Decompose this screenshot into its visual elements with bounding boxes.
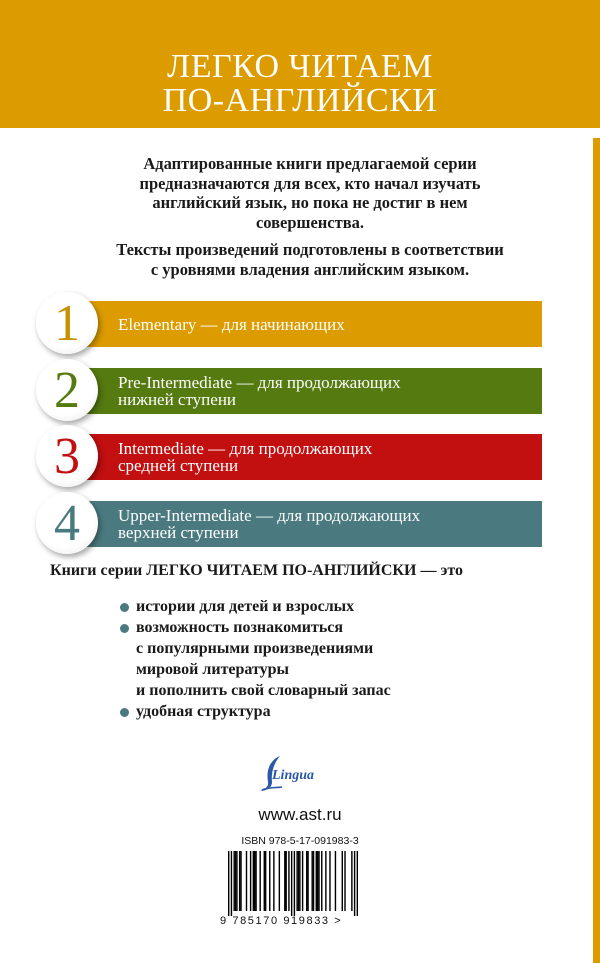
- level-label-line-2: средней ступени: [118, 456, 239, 475]
- list-item-text: и пополнить свой словарный запас: [136, 682, 391, 699]
- level-number: 4: [54, 495, 80, 552]
- list-item-text: истории для детей и взрослых: [136, 598, 355, 615]
- barcode-digits: 9 785170 919833 >: [220, 915, 343, 927]
- level-number: 3: [54, 428, 80, 485]
- level-label-2: [118, 359, 401, 423]
- series-title-line-2: ПО-АНГЛИЙСКИ: [162, 82, 438, 119]
- bullet-dot-icon: [120, 624, 129, 633]
- barcode: [228, 851, 358, 916]
- level-label-line-2: верхней ступени: [118, 523, 239, 542]
- list-item: [118, 701, 391, 722]
- intro-text: [60, 154, 560, 287]
- level-label-1: [118, 292, 345, 356]
- bullet-dot-icon: [120, 708, 129, 717]
- intro-line: совершенства.: [255, 212, 365, 232]
- list-item-text: возможность познакомиться: [136, 619, 344, 636]
- list-item: [118, 617, 391, 701]
- list-item-text: мировой литературы: [136, 661, 290, 678]
- level-label-line-1: Upper-Intermediate — для продолжающих: [118, 506, 421, 525]
- logo-wordmark: Lingua: [272, 768, 315, 783]
- bullet-dot-icon: [120, 603, 129, 612]
- lingua-logo: [258, 754, 326, 794]
- level-label-4: [118, 492, 420, 556]
- level-row-1: [36, 292, 542, 356]
- level-number: 1: [54, 295, 80, 352]
- intro-line: предназначаются для всех, кто начал изучать: [139, 173, 481, 193]
- level-number-badge-2: [36, 359, 98, 421]
- level-label-3: [118, 425, 372, 489]
- level-number-badge-4: [36, 492, 98, 554]
- publisher-website: www.ast.ru: [258, 805, 342, 824]
- list-item-text: удобная структура: [136, 703, 271, 720]
- list-item: [118, 596, 391, 617]
- level-row-4: [36, 492, 542, 556]
- series-title: [0, 50, 600, 118]
- series-title-line-1: ЛЕГКО ЧИТАЕМ: [167, 48, 433, 85]
- level-row-3: [36, 425, 542, 489]
- intro-line: Тексты произведений подготовлены в соответствии: [116, 240, 504, 259]
- intro-line: Адаптированные книги предлагаемой серии: [143, 154, 477, 173]
- level-number-badge-3: [36, 425, 98, 487]
- intro-paragraph-1: [60, 154, 560, 232]
- intro-line: с уровнями владения английским языком.: [150, 259, 470, 279]
- level-number: 2: [54, 362, 80, 419]
- series-features-heading: Книги серии ЛЕГКО ЧИТАЕМ ПО-АНГЛИЙСКИ — это: [50, 562, 464, 579]
- level-label-line-1: Elementary — для начинающих: [118, 314, 345, 334]
- cover-header-band: [0, 0, 600, 128]
- level-label-line-2: нижней ступени: [118, 390, 237, 409]
- list-item-text: с популярными произведениями: [136, 640, 374, 657]
- level-label-line-1: Intermediate — для продолжающих: [118, 439, 373, 458]
- intro-paragraph-2: [60, 240, 560, 279]
- level-row-2: [36, 359, 542, 423]
- intro-line: английский язык, но пока не достиг в нем: [152, 193, 468, 212]
- level-number-badge-1: [36, 292, 98, 354]
- isbn-number: ISBN 978-5-17-091983-3: [241, 835, 359, 847]
- level-label-line-1: Pre-Intermediate — для продолжающих: [118, 373, 401, 392]
- features-list: [118, 596, 391, 722]
